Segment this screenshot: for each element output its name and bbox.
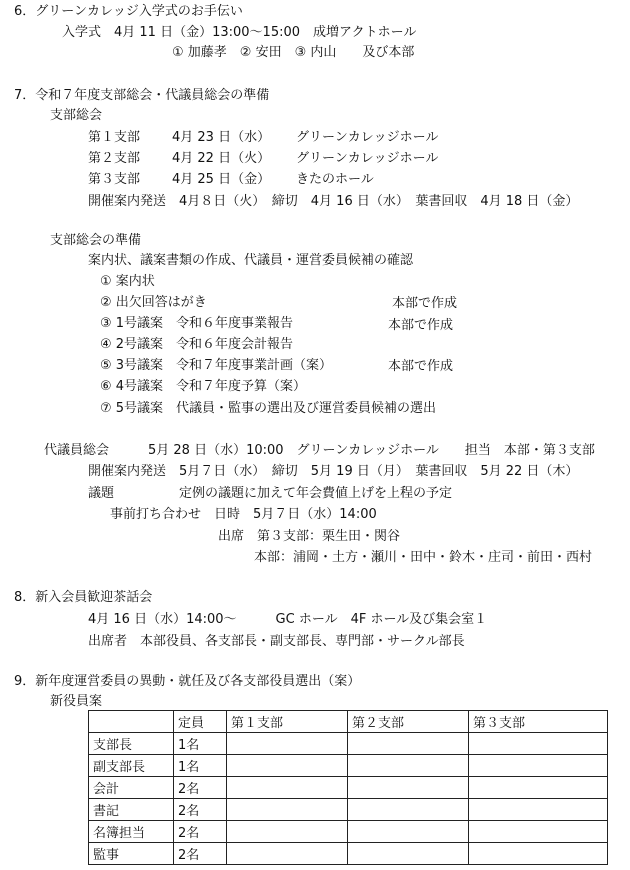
prep-item-6: ⑥ 4号議案 令和７年度予算（案） <box>100 379 307 394</box>
branch-1-venue: グリーンカレッジホール <box>296 130 439 145</box>
prep-item-3-note: 本部で作成 <box>388 318 454 333</box>
branch-1-name: 第１支部 <box>88 130 141 145</box>
notice-line: 開催案内発送 4月８日（火） 締切 4月 16 日（水） 葉書回収 4月 18 日（金） <box>88 194 579 209</box>
table-row <box>89 777 608 799</box>
capacity-cell: 1名 <box>174 733 227 755</box>
table-header-cell: 定員 <box>174 711 227 733</box>
table-header-cell <box>89 711 174 733</box>
prep-item-5-note: 本部で作成 <box>388 359 454 374</box>
table-row <box>89 755 608 777</box>
branch-3-date: 4月 25 日（金） <box>172 172 271 187</box>
prep-item-4: ④ 2号議案 令和６年度会計報告 <box>100 337 294 352</box>
s9-sub: 新役員案 <box>50 694 103 709</box>
delegate-line1: 代議員総会 5月 28 日（水）10:00 グリーンカレッジホール 担当 本部・第３支部 <box>44 443 595 458</box>
branch-meeting-label: 支部総会 <box>50 108 103 123</box>
table-row <box>89 799 608 821</box>
capacity-cell: 1名 <box>174 755 227 777</box>
branch-2-name: 第２支部 <box>88 151 141 166</box>
table-header-cell: 第２支部 <box>348 711 469 733</box>
role-cell: 名簿担当 <box>89 821 174 843</box>
officer-table <box>88 710 608 865</box>
role-cell: 会計 <box>89 777 174 799</box>
s6-line2: ① 加藤孝 ② 安田 ③ 内山 及び本部 <box>172 45 415 60</box>
role-cell: 支部長 <box>89 733 174 755</box>
branch-2-venue: グリーンカレッジホール <box>296 151 439 166</box>
table-row <box>89 821 608 843</box>
prep-desc: 案内状、議案書類の作成、代議員・運営委員候補の確認 <box>88 253 414 268</box>
role-cell: 書記 <box>89 799 174 821</box>
prep-item-1: ① 案内状 <box>100 274 155 289</box>
delegate-line4: 事前打ち合わせ 日時 5月７日（水）14:00 <box>110 507 377 522</box>
prep-label: 支部総会の準備 <box>50 233 142 248</box>
s8-line2: 出席者 本部役員、各支部長・副支部長、専門部・サークル部長 <box>88 634 465 649</box>
prep-item-3: ③ 1号議案 令和６年度事業報告 <box>100 316 294 331</box>
capacity-cell: 2名 <box>174 777 227 799</box>
table-header-cell: 第３支部 <box>469 711 608 733</box>
delegate-line3: 議題 定例の議題に加えて年会費値上げを上程の予定 <box>88 486 453 501</box>
delegate-line6: 本部：浦岡・土方・瀬川・田中・鈴木・庄司・前田・西村 <box>254 550 593 565</box>
delegate-line2: 開催案内発送 5月７日（水） 締切 5月 19 日（月） 葉書回収 5月 22 日（木） <box>88 464 579 479</box>
role-cell: 副支部長 <box>89 755 174 777</box>
s8-line1: 4月 16 日（水）14:00～ GC ホール 4F ホール及び集会室１ <box>88 612 488 627</box>
table-header-row <box>89 711 608 733</box>
capacity-cell: 2名 <box>174 821 227 843</box>
branch-2-date: 4月 22 日（火） <box>172 151 271 166</box>
capacity-cell: 2名 <box>174 843 227 865</box>
table-header-cell: 第１支部 <box>227 711 348 733</box>
prep-item-2-note: 本部で作成 <box>392 296 458 311</box>
delegate-line5: 出席 第３支部：栗生田・関谷 <box>218 529 401 544</box>
capacity-cell: 2名 <box>174 799 227 821</box>
branch-3-venue: きたのホール <box>296 172 374 187</box>
branch-1-date: 4月 23 日（水） <box>172 130 271 145</box>
prep-item-5: ⑤ 3号議案 令和７年度事業計画（案） <box>100 358 333 373</box>
s6-line1: 入学式 4月 11 日（金）13:00～15:00 成増アクトホール <box>62 25 417 40</box>
table-row <box>89 843 608 865</box>
section-9-heading: 9．新年度運営委員の異動・就任及び各支部役員選出（案） <box>14 674 361 689</box>
role-cell: 監事 <box>89 843 174 865</box>
section-7-heading: 7．令和７年度支部総会・代議員総会の準備 <box>14 88 270 103</box>
prep-item-7: ⑦ 5号議案 代議員・監事の選出及び運営委員候補の選出 <box>100 401 437 416</box>
prep-item-2: ② 出欠回答はがき <box>100 295 207 310</box>
section-6-heading: 6．グリーンカレッジ入学式のお手伝い <box>14 4 243 19</box>
table-row <box>89 733 608 755</box>
branch-3-name: 第３支部 <box>88 172 141 187</box>
section-8-heading: 8．新入会員歓迎茶話会 <box>14 590 153 605</box>
